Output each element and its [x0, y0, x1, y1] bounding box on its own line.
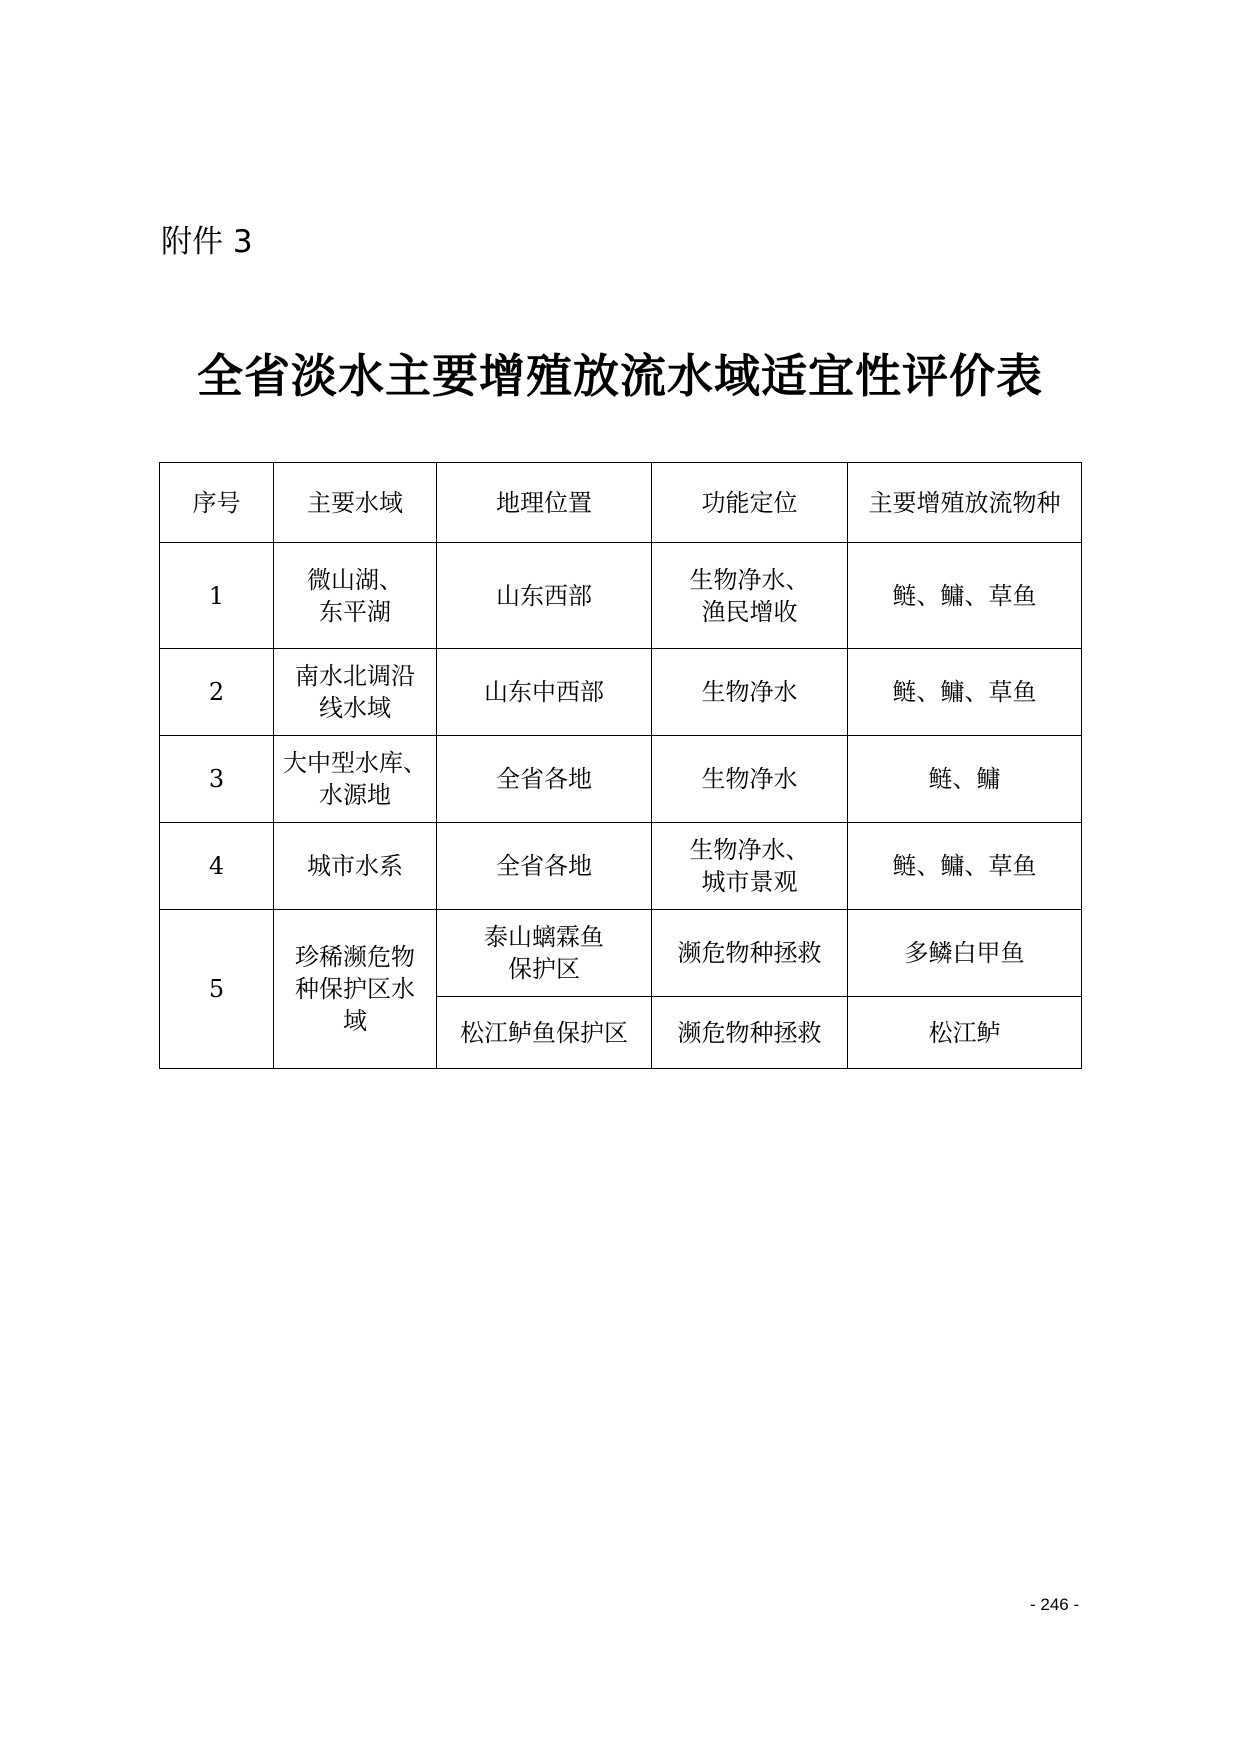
- cell-line: 濒危物种拯救: [677, 1018, 822, 1047]
- cell-line: 东平湖: [319, 597, 391, 626]
- evaluation-table: [159, 462, 1082, 1069]
- header-no: 序号: [160, 463, 274, 543]
- cell-line: 微山湖、: [307, 565, 403, 594]
- cell-line: 水源地: [319, 781, 391, 809]
- table-row: [160, 543, 1082, 649]
- table-row: [160, 910, 1082, 997]
- header-species: 主要增殖放流物种: [848, 463, 1082, 543]
- cell-line: 生物净水: [701, 765, 798, 793]
- document-title: 全省淡水主要增殖放流水域适宜性评价表: [197, 349, 1043, 403]
- cell-species: 鲢、鳙: [848, 736, 1082, 823]
- cell-water: [274, 649, 437, 736]
- cell-line: 南水北调沿: [295, 662, 415, 690]
- cell-function: [652, 649, 848, 736]
- cell-no: 4: [160, 823, 274, 910]
- cell-line: 全省各地: [496, 852, 592, 880]
- table-row: [160, 736, 1082, 823]
- cell-no: 5: [160, 910, 274, 1069]
- cell-water: [274, 823, 437, 910]
- cell-location: [437, 736, 652, 823]
- cell-line: 生物净水、: [689, 836, 810, 864]
- cell-line: 生物净水: [701, 678, 798, 706]
- cell-line: 全省各地: [496, 765, 592, 793]
- cell-water: [274, 910, 437, 1069]
- page-number: - 246 -: [1030, 1595, 1080, 1614]
- cell-species: 鲢、鳙、草鱼: [848, 543, 1082, 649]
- cell-location: [437, 649, 652, 736]
- cell-species: 多鳞白甲鱼: [848, 910, 1082, 997]
- cell-line: 山东西部: [496, 581, 592, 610]
- cell-line: 生物净水、: [689, 565, 810, 594]
- cell-function: [652, 910, 848, 997]
- cell-species: 鲢、鳙、草鱼: [848, 649, 1082, 736]
- cell-water: [274, 736, 437, 823]
- cell-no: 1: [160, 543, 274, 649]
- cell-species: 鲢、鳙、草鱼: [848, 823, 1082, 910]
- cell-location: [437, 997, 652, 1069]
- cell-line: 域: [343, 1007, 367, 1035]
- cell-line: 线水域: [319, 694, 391, 722]
- cell-line: 珍稀濒危物: [295, 943, 415, 971]
- cell-line: 城市水系: [307, 852, 403, 880]
- header-location: 地理位置: [437, 463, 652, 543]
- cell-line: 城市景观: [701, 868, 798, 896]
- cell-water: [274, 543, 437, 649]
- cell-line: 濒危物种拯救: [677, 939, 822, 967]
- cell-function: [652, 736, 848, 823]
- attachment-label: 附件 3: [161, 224, 253, 260]
- cell-line: 山东中西部: [484, 678, 604, 706]
- cell-function: [652, 997, 848, 1069]
- cell-no: 2: [160, 649, 274, 736]
- table-header-row: [160, 463, 1082, 543]
- cell-line: 渔民增收: [701, 597, 798, 626]
- cell-location: [437, 910, 652, 997]
- cell-species: 松江鲈: [848, 997, 1082, 1069]
- cell-line: 保护区: [508, 955, 580, 983]
- table-row: [160, 823, 1082, 910]
- cell-line: 大中型水库、: [283, 749, 427, 777]
- cell-line: 泰山螭霖鱼: [484, 923, 604, 951]
- cell-line: 松江鲈鱼保护区: [460, 1018, 628, 1047]
- header-water: 主要水域: [274, 463, 437, 543]
- table-row: [160, 649, 1082, 736]
- header-function: 功能定位: [652, 463, 848, 543]
- cell-line: 种保护区水: [295, 975, 415, 1003]
- cell-no: 3: [160, 736, 274, 823]
- cell-location: [437, 543, 652, 649]
- cell-function: [652, 823, 848, 910]
- cell-location: [437, 823, 652, 910]
- cell-function: [652, 543, 848, 649]
